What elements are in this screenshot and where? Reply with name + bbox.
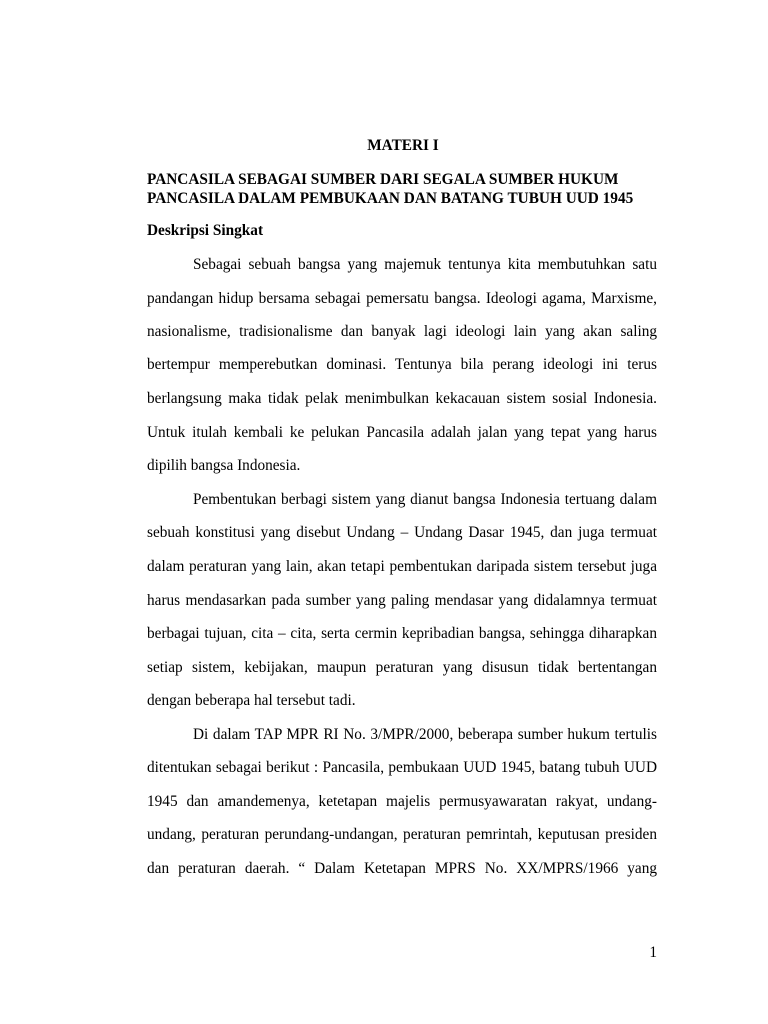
- text-line: nasionalisme, tradisionalisme dan banyak lagi ideologi lain yang akan saling: [147, 323, 657, 340]
- text-line: Sebagai sebuah bangsa yang majemuk tentunya kita membutuhkan satu: [193, 256, 657, 273]
- text-line: 1945 dan amandemenya, ketetapan majelis permusyawaratan rakyat, undang-: [147, 793, 657, 810]
- text-line: berlangsung maka tidak pelak menimbulkan kekacauan sistem sosial Indonesia.: [147, 390, 657, 407]
- text-line: Di dalam TAP MPR RI No. 3/MPR/2000, beberapa sumber hukum tertulis: [193, 726, 657, 743]
- text-line: dengan beberapa hal tersebut tadi.: [147, 692, 356, 709]
- chapter-heading-line: PANCASILA SEBAGAI SUMBER DARI SEGALA SUMBER HUKUM: [147, 171, 619, 188]
- text-line: dalam peraturan yang lain, akan tetapi pembentukan daripada sistem tersebut juga: [147, 558, 657, 575]
- document-title: MATERI I: [367, 137, 439, 154]
- chapter-heading: [147, 170, 687, 208]
- text-line: undang, peraturan perundang-undangan, peraturan pemrintah, keputusan presiden: [147, 826, 657, 843]
- page-number: 1: [649, 944, 657, 961]
- text-line: Untuk itulah kembali ke pelukan Pancasila adalah jalan yang tepat yang harus: [147, 424, 657, 441]
- text-line: berbagai tujuan, cita – cita, serta cermin kepribadian bangsa, sehingga diharapkan: [147, 625, 657, 642]
- text-line: Pembentukan berbagi sistem yang dianut bangsa Indonesia tertuang dalam: [193, 491, 657, 508]
- text-line: dipilih bangsa Indonesia.: [147, 457, 301, 474]
- text-line: ditentukan sebagai berikut : Pancasila, pembukaan UUD 1945, batang tubuh UUD: [147, 759, 657, 776]
- text-line: sebuah konstitusi yang disebut Undang – Undang Dasar 1945, dan juga termuat: [147, 524, 657, 541]
- text-line: bertempur memperebutkan dominasi. Tentunya bila perang ideologi ini terus: [147, 356, 657, 373]
- chapter-heading-line: PANCASILA DALAM PEMBUKAAN DAN BATANG TUBUH UUD 1945: [147, 190, 634, 207]
- section-heading: Deskripsi Singkat: [147, 222, 264, 239]
- text-line: harus mendasarkan pada sumber yang paling mendasar yang didalamnya termuat: [147, 592, 657, 609]
- text-line: setiap sistem, kebijakan, maupun peraturan yang disusun tidak bertentangan: [147, 659, 657, 676]
- text-line: dan peraturan daerah. “ Dalam Ketetapan MPRS No. XX/MPRS/1966 yang: [147, 860, 657, 877]
- text-line: pandangan hidup bersama sebagai pemersatu bangsa. Ideologi agama, Marxisme,: [147, 290, 657, 307]
